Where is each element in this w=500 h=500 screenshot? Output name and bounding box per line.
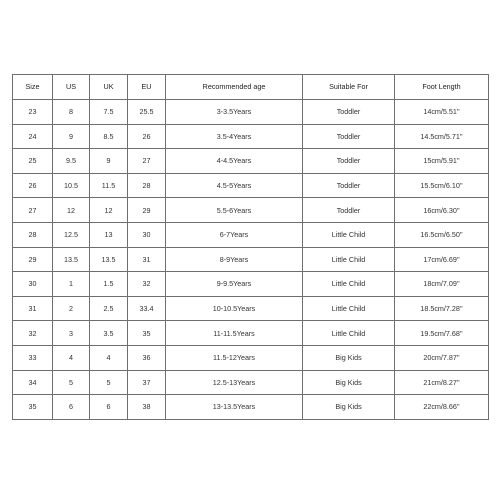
cell-eu: 25.5 — [128, 100, 166, 125]
cell-recommended-age: 4-4.5Years — [166, 149, 303, 174]
cell-recommended-age: 12.5-13Years — [166, 370, 303, 395]
cell-suitable-for: Toddler — [303, 124, 395, 149]
cell-uk: 13.5 — [90, 247, 128, 272]
cell-size: 31 — [13, 296, 53, 321]
cell-uk: 2.5 — [90, 296, 128, 321]
cell-eu: 33.4 — [128, 296, 166, 321]
cell-eu: 38 — [128, 395, 166, 420]
cell-suitable-for: Little Child — [303, 247, 395, 272]
cell-foot-length: 22cm/8.66'' — [395, 395, 489, 420]
cell-size: 27 — [13, 198, 53, 223]
cell-recommended-age: 5.5-6Years — [166, 198, 303, 223]
table-row — [13, 100, 489, 125]
cell-size: 23 — [13, 100, 53, 125]
cell-eu: 35 — [128, 321, 166, 346]
cell-recommended-age: 13-13.5Years — [166, 395, 303, 420]
cell-size: 24 — [13, 124, 53, 149]
cell-uk: 5 — [90, 370, 128, 395]
cell-size: 32 — [13, 321, 53, 346]
table-row — [13, 222, 489, 247]
cell-recommended-age: 11.5-12Years — [166, 345, 303, 370]
cell-uk: 13 — [90, 222, 128, 247]
cell-suitable-for: Toddler — [303, 149, 395, 174]
cell-uk: 8.5 — [90, 124, 128, 149]
table-header-row — [13, 75, 489, 100]
cell-uk: 7.5 — [90, 100, 128, 125]
cell-size: 30 — [13, 272, 53, 297]
cell-us: 9 — [53, 124, 90, 149]
column-header-size: Size — [13, 75, 53, 100]
table-row — [13, 321, 489, 346]
cell-us: 8 — [53, 100, 90, 125]
cell-eu: 32 — [128, 272, 166, 297]
cell-recommended-age: 3-3.5Years — [166, 100, 303, 125]
cell-suitable-for: Toddler — [303, 100, 395, 125]
cell-size: 34 — [13, 370, 53, 395]
cell-us: 6 — [53, 395, 90, 420]
cell-suitable-for: Big Kids — [303, 345, 395, 370]
cell-eu: 31 — [128, 247, 166, 272]
table-row — [13, 149, 489, 174]
cell-us: 4 — [53, 345, 90, 370]
cell-us: 9.5 — [53, 149, 90, 174]
cell-foot-length: 21cm/8.27'' — [395, 370, 489, 395]
cell-foot-length: 19.5cm/7.68'' — [395, 321, 489, 346]
column-header-uk: UK — [90, 75, 128, 100]
cell-size: 29 — [13, 247, 53, 272]
cell-foot-length: 14.5cm/5.71'' — [395, 124, 489, 149]
cell-suitable-for: Toddler — [303, 198, 395, 223]
cell-uk: 3.5 — [90, 321, 128, 346]
cell-recommended-age: 6-7Years — [166, 222, 303, 247]
column-header-recommended-age: Recommended age — [166, 75, 303, 100]
cell-suitable-for: Little Child — [303, 272, 395, 297]
cell-foot-length: 18cm/7.09'' — [395, 272, 489, 297]
cell-foot-length: 16.5cm/6.50'' — [395, 222, 489, 247]
column-header-us: US — [53, 75, 90, 100]
cell-foot-length: 16cm/6.30'' — [395, 198, 489, 223]
table-row — [13, 345, 489, 370]
cell-eu: 37 — [128, 370, 166, 395]
cell-recommended-age: 9-9.5Years — [166, 272, 303, 297]
cell-us: 1 — [53, 272, 90, 297]
cell-suitable-for: Big Kids — [303, 370, 395, 395]
cell-foot-length: 18.5cm/7.28'' — [395, 296, 489, 321]
cell-us: 3 — [53, 321, 90, 346]
column-header-foot-length: Foot Length — [395, 75, 489, 100]
cell-eu: 29 — [128, 198, 166, 223]
table-row — [13, 198, 489, 223]
cell-uk: 4 — [90, 345, 128, 370]
cell-us: 12.5 — [53, 222, 90, 247]
cell-suitable-for: Little Child — [303, 222, 395, 247]
table-body — [13, 100, 489, 420]
table-row — [13, 173, 489, 198]
cell-uk: 9 — [90, 149, 128, 174]
cell-us: 13.5 — [53, 247, 90, 272]
cell-us: 12 — [53, 198, 90, 223]
column-header-eu: EU — [128, 75, 166, 100]
cell-suitable-for: Big Kids — [303, 395, 395, 420]
cell-size: 26 — [13, 173, 53, 198]
cell-recommended-age: 11-11.5Years — [166, 321, 303, 346]
table-row — [13, 247, 489, 272]
table-row — [13, 395, 489, 420]
cell-foot-length: 20cm/7.87'' — [395, 345, 489, 370]
cell-us: 5 — [53, 370, 90, 395]
cell-eu: 28 — [128, 173, 166, 198]
cell-size: 35 — [13, 395, 53, 420]
cell-uk: 6 — [90, 395, 128, 420]
cell-suitable-for: Little Child — [303, 296, 395, 321]
cell-uk: 11.5 — [90, 173, 128, 198]
cell-foot-length: 14cm/5.51'' — [395, 100, 489, 125]
cell-size: 33 — [13, 345, 53, 370]
cell-size: 28 — [13, 222, 53, 247]
cell-foot-length: 15cm/5.91'' — [395, 149, 489, 174]
table-row — [13, 370, 489, 395]
table-row — [13, 296, 489, 321]
cell-recommended-age: 4.5-5Years — [166, 173, 303, 198]
cell-eu: 30 — [128, 222, 166, 247]
cell-suitable-for: Toddler — [303, 173, 395, 198]
column-header-suitable-for: Suitable For — [303, 75, 395, 100]
size-chart-table — [12, 74, 489, 420]
cell-uk: 1.5 — [90, 272, 128, 297]
cell-eu: 36 — [128, 345, 166, 370]
cell-us: 10.5 — [53, 173, 90, 198]
cell-recommended-age: 10-10.5Years — [166, 296, 303, 321]
cell-foot-length: 15.5cm/6.10'' — [395, 173, 489, 198]
table-row — [13, 272, 489, 297]
cell-us: 2 — [53, 296, 90, 321]
cell-recommended-age: 8-9Years — [166, 247, 303, 272]
cell-eu: 26 — [128, 124, 166, 149]
cell-uk: 12 — [90, 198, 128, 223]
cell-suitable-for: Little Child — [303, 321, 395, 346]
cell-foot-length: 17cm/6.69'' — [395, 247, 489, 272]
cell-recommended-age: 3.5-4Years — [166, 124, 303, 149]
cell-size: 25 — [13, 149, 53, 174]
cell-eu: 27 — [128, 149, 166, 174]
table-row — [13, 124, 489, 149]
